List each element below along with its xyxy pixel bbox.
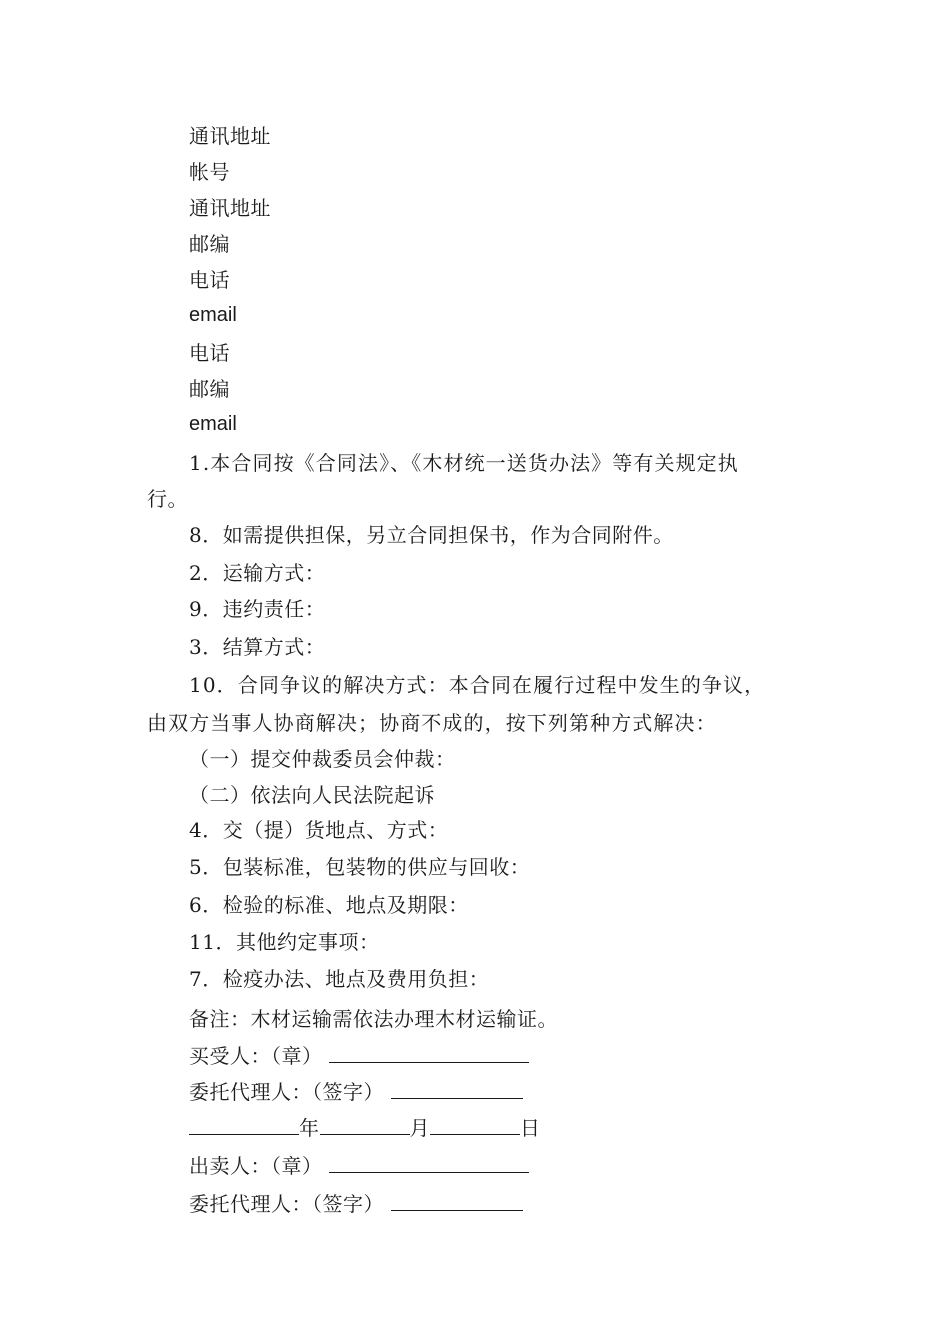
month-label: 月 bbox=[409, 1116, 430, 1140]
remarks: 备注：木材运输需依法办理木材运输证。 bbox=[189, 1007, 558, 1031]
day-label: 日 bbox=[520, 1116, 541, 1140]
clause-4: 4．交（提）货地点、方式： bbox=[189, 818, 449, 842]
buyer-agent-label: 委托代理人：（签字） bbox=[189, 1080, 384, 1104]
buyer-signature-line bbox=[189, 1042, 529, 1068]
buyer-agent-signature-blank bbox=[391, 1078, 523, 1099]
clause-1-continued: 行。 bbox=[147, 487, 188, 511]
day-blank bbox=[430, 1114, 520, 1135]
contact-email-label: email bbox=[189, 304, 237, 326]
clause-10-continued: 由双方当事人协商解决；协商不成的，按下列第种方式解决： bbox=[147, 711, 717, 735]
clause-11: 11．其他约定事项： bbox=[189, 930, 380, 954]
year-blank bbox=[189, 1114, 299, 1135]
buyer-label: 买受人：（章） bbox=[189, 1044, 323, 1068]
clause-2: 2．运输方式： bbox=[189, 561, 326, 585]
contact-phone-label: 电话 bbox=[189, 341, 230, 365]
contact-address-label: 通讯地址 bbox=[189, 196, 271, 220]
seller-signature-line bbox=[189, 1152, 529, 1178]
year-label: 年 bbox=[299, 1116, 320, 1140]
buyer-seal-blank bbox=[329, 1042, 529, 1063]
clause-1: 1.本合同按《合同法》、《木材统一送货办法》等有关规定执 bbox=[189, 451, 739, 475]
seller-agent-signature-blank bbox=[391, 1190, 523, 1211]
contact-account-label: 帐号 bbox=[189, 160, 230, 184]
contact-email-label: email bbox=[189, 413, 237, 435]
date-line bbox=[189, 1114, 541, 1140]
clause-6: 6．检验的标准、地点及期限： bbox=[189, 893, 469, 917]
clause-7: 7．检疫办法、地点及费用负担： bbox=[189, 967, 490, 991]
clause-10: 10．合同争议的解决方式：本合同在履行过程中发生的争议， bbox=[189, 673, 766, 697]
seller-agent-label: 委托代理人：（签字） bbox=[189, 1192, 384, 1216]
seller-seal-blank bbox=[329, 1152, 529, 1173]
clause-10-option-court: （二）依法向人民法院起诉 bbox=[189, 783, 435, 807]
buyer-agent-signature-line bbox=[189, 1078, 523, 1104]
seller-label: 出卖人：（章） bbox=[189, 1154, 323, 1178]
clause-5: 5．包装标准，包装物的供应与回收： bbox=[189, 855, 531, 879]
clause-9: 9．违约责任： bbox=[189, 597, 326, 621]
seller-agent-signature-line bbox=[189, 1190, 523, 1216]
month-blank bbox=[320, 1114, 410, 1135]
clause-8: 8．如需提供担保，另立合同担保书，作为合同附件。 bbox=[189, 523, 674, 547]
contact-postcode-label: 邮编 bbox=[189, 232, 230, 256]
clause-10-option-arbitration: （一）提交仲裁委员会仲裁： bbox=[189, 747, 456, 771]
contact-address-label: 通讯地址 bbox=[189, 124, 271, 148]
contact-postcode-label: 邮编 bbox=[189, 377, 230, 401]
contact-phone-label: 电话 bbox=[189, 268, 230, 292]
clause-3: 3．结算方式： bbox=[189, 635, 326, 659]
